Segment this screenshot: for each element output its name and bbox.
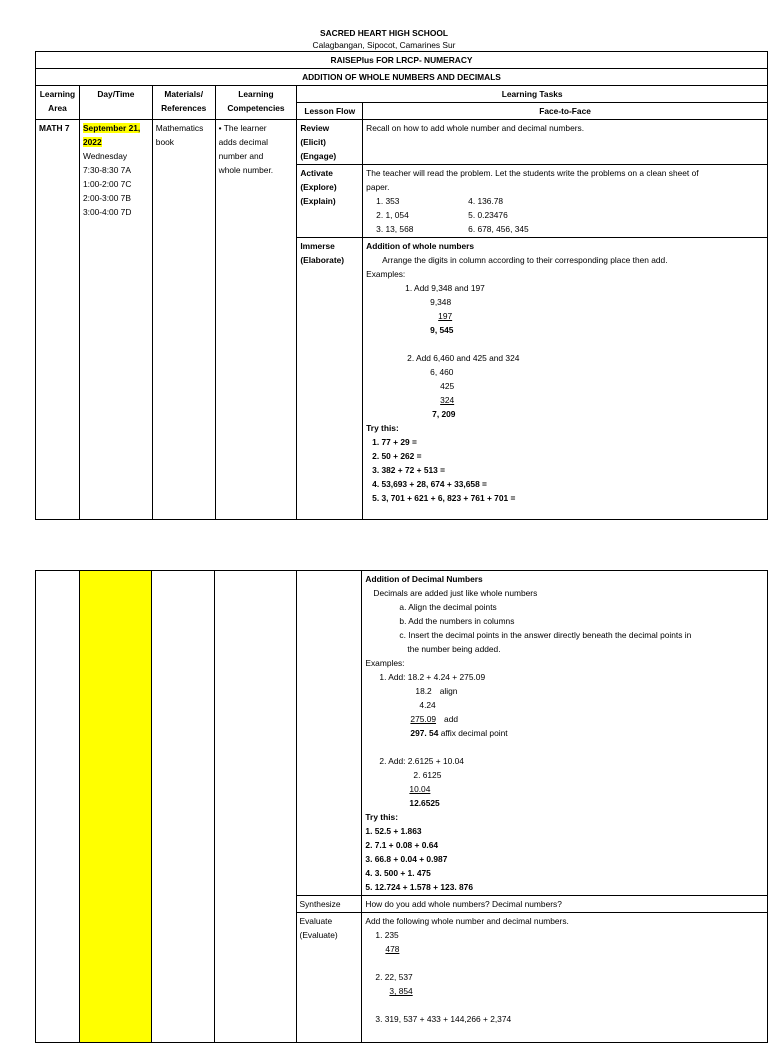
col-face-to-face: Face-to-Face [363,103,768,120]
immerse-flow: Immerse (Elaborate) [297,238,363,520]
lesson-plan-table-page-2 [35,570,768,1043]
competency-cell: • The learner adds decimal number and whole number. [215,120,297,520]
day-time-cell [79,120,152,520]
materials-cell-p2 [152,571,215,1043]
day-time-cell-p2 [79,571,152,1043]
review-text: Recall on how to add whole number and decimal numbers. [363,120,768,165]
decimals-flow [296,571,362,896]
col-learning-tasks: Learning Tasks [297,86,768,103]
activate-item-3: 3. 13, 568 [376,224,414,234]
col-materials: Materials/ References [152,86,215,120]
evaluate-flow: Evaluate (Evaluate) [296,913,362,1043]
topic-title: ADDITION OF WHOLE NUMBERS AND DECIMALS [36,69,768,86]
activate-item-5: 5. 0.23476 [468,210,508,220]
school-address: Calagbangan, Sipocot, Camarines Sur [312,40,456,50]
schedule-2: 1:00-2:00 7C [82,179,132,189]
activate-item-1: 1. 353 [376,196,400,206]
evaluate-content: Add the following whole number and decimal numbers. 1. 235 478 2. 22, 537 3, 854 3. 319, 537 + 433 + 144,266 + 2,374 [362,913,768,1043]
immerse-title: Addition of whole numbers [366,241,475,251]
schedule-4: 3:00-4:00 7D [82,207,132,217]
day-label: Wednesday [82,151,128,161]
school-name: SACRED HEART HIGH SCHOOL [320,28,448,38]
activate-flow: Activate (Explore) (Explain) [297,165,363,238]
date-line-2: 2022 [82,137,102,147]
activate-item-6: 6. 678, 456, 345 [468,224,529,234]
activate-text: The teacher will read the problem. Let the students write the problems on a clean sheet of paper. 1. 353 4. 136.78 2. 1, 054 5. 0.23476 3. 13, 568 6. 678, 456, 345 [363,165,768,238]
schedule-1: 7:30-8:30 7A [82,165,131,175]
activate-item-2: 2. 1, 054 [376,210,409,220]
competency-cell-p2 [215,571,297,1043]
schedule-3: 2:00-3:00 7B [82,193,131,203]
lesson-plan-table-page-1 [35,51,768,520]
col-learning-area: Learning Area [36,86,80,120]
area-cell-p2 [36,571,80,1043]
program-title: RAISEPlus FOR LRCP- NUMERACY [36,52,768,69]
col-competencies: Learning Competencies [215,86,297,120]
immerse-content: Addition of whole numbers Arrange the digits in column according to their corresponding place then add. Examples: 1. Add 9,348 and 197 9,348 197 9, 545 2. Add 6,460 and 425 and 324 6, 460 425 324 7, 209 Try this: 1. 77 + 29 = 2. 50 + 262 = 3. 382 + 72 + 513 = 4. 53,693 + 28, 674 + 33,658 = 5. 3, 701 + 621 + 6, 823 + 761 + 701 = [363,238,768,520]
decimals-title: Addition of Decimal Numbers [365,574,483,584]
synthesize-text: How do you add whole numbers? Decimal numbers? [362,896,768,913]
decimals-content: Addition of Decimal Numbers Decimals are added just like whole numbers a. Align the decimal points b. Add the numbers in columns c. Insert the decimal points in the answer directly beneath the decimal points in the number being added. Examples: 1. Add: 18.2 + 4.24 + 275.09 18.2 align 4.24 275.09 add 297. 54 affix decimal point 2. Add: 2.6125 + 10.04 2. 6125 10.04 12.6525 Try this: 1. 52.5 + 1.863 2. 7.1 + 0.08 + 0.64 3. 66.8 + 0.04 + 0.987 4. 3. 500 + 1. 475 5. 12.724 + 1.578 + 123. 876 [362,571,768,896]
synthesize-flow: Synthesize [296,896,362,913]
materials-cell: Mathematics book [152,120,215,520]
col-lesson-flow: Lesson Flow [297,103,363,120]
learning-area-cell: MATH 7 [36,120,80,520]
activate-item-4: 4. 136.78 [468,196,504,206]
review-flow: Review (Elicit) (Engage) [297,120,363,165]
date-line-1: September 21, [82,123,141,133]
col-day-time: Day/Time [79,86,152,120]
